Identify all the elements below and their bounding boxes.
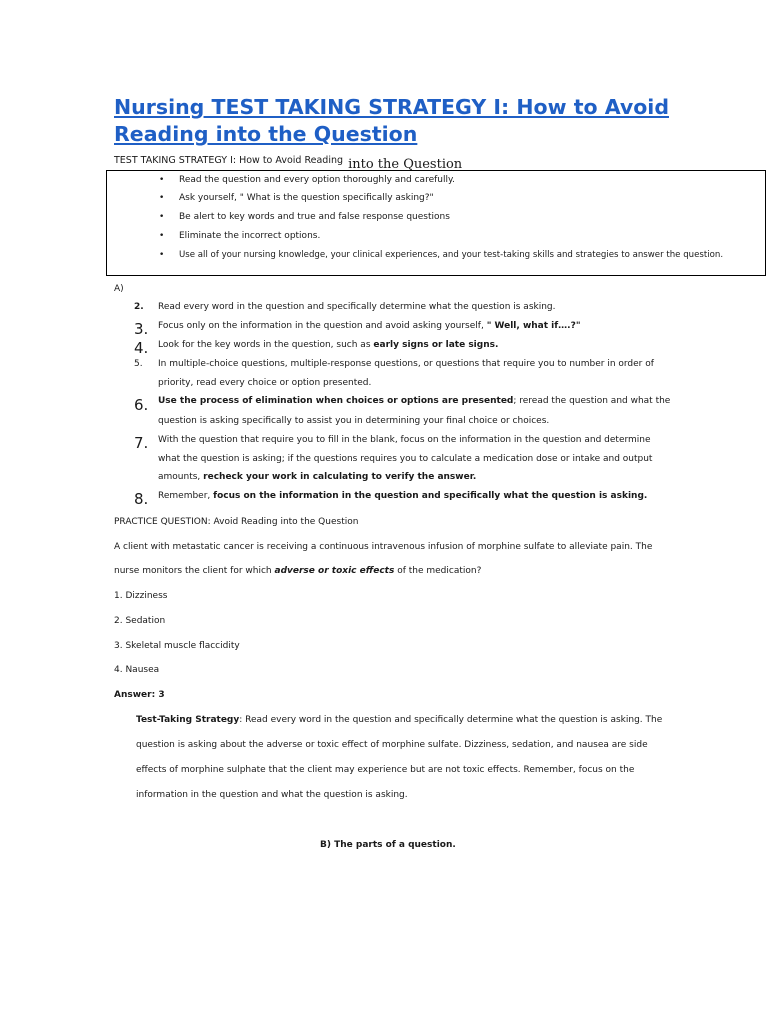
item-text: Focus only on the information in the question and avoid asking yourself, " Well, what if….?" [158, 321, 581, 331]
strategy-text: information in the question and what the question is asking. [136, 790, 408, 800]
answer-option: 4. Nausea [114, 665, 160, 675]
item-number: 6. [134, 396, 149, 414]
subtitle-part2: into the Question [348, 157, 463, 172]
item-number: 2. [134, 302, 144, 312]
strategy-text: effects of morphine sulphate that the client may experience but are not toxic effects. Remember, focus on the [136, 765, 635, 775]
practice-heading: PRACTICE QUESTION: Avoid Reading into the Question [114, 517, 359, 527]
strategy-text: Test-Taking Strategy: Read every word in the question and specifically determine what the question is asking. The [136, 715, 663, 725]
item-text: In multiple-choice questions, multiple-response questions, or questions that require you to number in order of [158, 359, 654, 369]
box-bullet: • Use all of your nursing knowledge, your clinical experiences, and your test-taking skills and strategies to answer the question. [159, 250, 724, 260]
item-text: priority, read every choice or option presented. [158, 378, 372, 388]
item-number: 5. [134, 359, 143, 369]
item-text: amounts, recheck your work in calculating to verify the answer. [158, 472, 477, 482]
box-bullet: • Ask yourself, " What is the question specifically asking?" [159, 193, 434, 203]
subtitle-part1: TEST TAKING STRATEGY I: How to Avoid Reading [114, 155, 344, 166]
answer-option: 1. Dizziness [114, 591, 168, 601]
question-stem: A client with metastatic cancer is receiving a continuous intravenous infusion of morphine sulfate to alleviate pain. The [114, 542, 653, 552]
item-number: 4. [134, 339, 149, 357]
item-number: 3. [134, 320, 149, 338]
answer-option: 2. Sedation [114, 616, 166, 626]
answer-option: 3. Skeletal muscle flaccidity [114, 641, 240, 651]
item-text: Read every word in the question and specifically determine what the question is asking. [158, 302, 556, 312]
box-bullet: • Be alert to key words and true and false response questions [159, 212, 450, 222]
item-text: Look for the key words in the question, such as early signs or late signs. [158, 340, 499, 350]
subtitle [114, 152, 463, 172]
item-number: 7. [134, 434, 149, 452]
question-stem: nurse monitors the client for which adverse or toxic effects of the medication? [114, 566, 482, 576]
strategy-text: question is asking about the adverse or toxic effect of morphine sulfate. Dizziness, sedation, and nausea are side [136, 740, 648, 750]
section-a-label: A) [114, 284, 124, 294]
item-text: Remember, focus on the information in the question and specifically what the question is asking. [158, 491, 648, 501]
item-text: Use the process of elimination when choices or options are presented; reread the question and what the [158, 396, 671, 406]
item-text: With the question that require you to fill in the blank, focus on the information in the question and determine [158, 435, 651, 445]
box-bullet: • Eliminate the incorrect options. [159, 231, 321, 241]
item-text: question is asking specifically to assist you in determining your final choice or choices. [158, 416, 550, 426]
section-b-heading: B) The parts of a question. [320, 840, 456, 850]
item-number: 8. [134, 490, 149, 508]
answer: Answer: 3 [114, 690, 165, 700]
box-bullet: • Read the question and every option thoroughly and carefully. [159, 175, 455, 185]
page-title[interactable]: Nursing TEST TAKING STRATEGY I: How to Avoid Reading into the Question [114, 95, 669, 146]
strategy-box [106, 170, 766, 276]
item-text: what the question is asking; if the questions requires you to calculate a medication dose or intake and output [158, 454, 653, 464]
